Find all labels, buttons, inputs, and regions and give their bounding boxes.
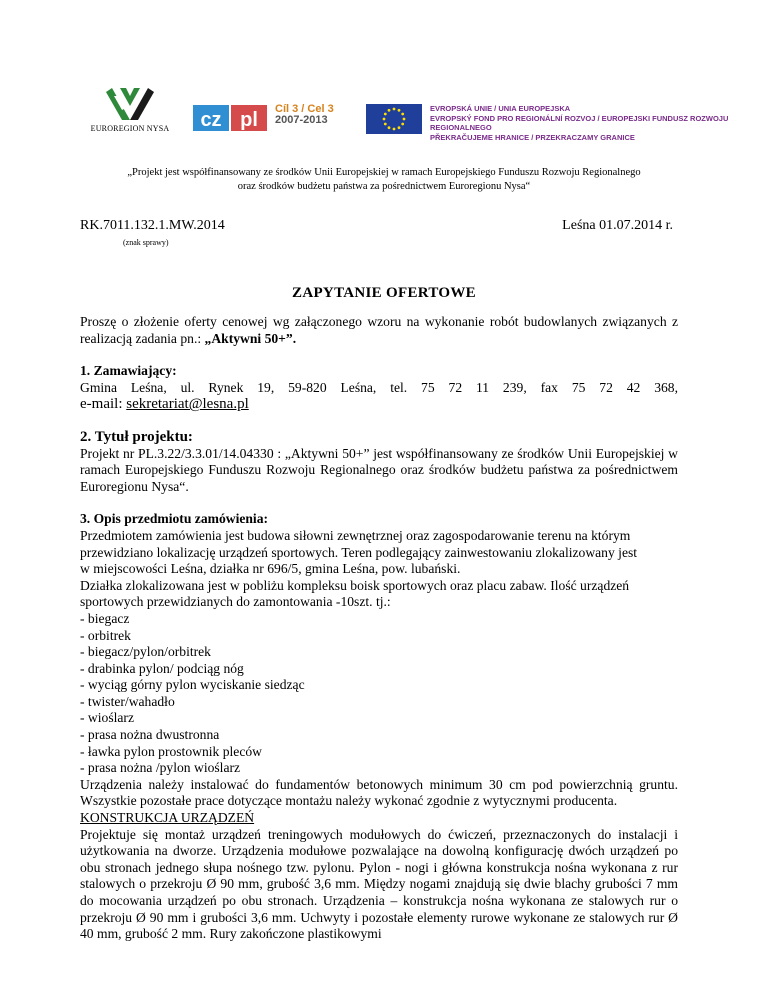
funding-disclaimer	[60, 166, 708, 194]
euroregion-emblem-icon	[100, 86, 160, 122]
list-item: - prasa nożna dwustronna	[80, 727, 220, 743]
section3-line5: sportowych przewidzianych do zamontowania -10szt. tj.:	[80, 594, 391, 610]
list-item: - ławka pylon prostownik pleców	[80, 743, 262, 759]
cil-line1: Cíl 3 / Cel 3	[275, 103, 334, 115]
section2-heading: 2. Tytuł projektu:	[80, 428, 193, 445]
section3-heading: 3. Opis przedmiotu zamówienia:	[80, 511, 269, 527]
cz-pl-logo	[193, 103, 269, 138]
document-title: ZAPYTANIE OFERTOWE	[292, 285, 476, 301]
section1-email-line	[80, 396, 678, 413]
document-body	[80, 314, 678, 943]
section1-heading: 1. Zamawiający:	[80, 363, 177, 379]
svg-text:pl: pl	[240, 109, 258, 131]
cil-line2: 2007-2013	[275, 114, 328, 126]
email-link[interactable]: sekretariat@lesna.pl	[126, 396, 249, 413]
eu-flag-logo	[366, 104, 422, 134]
eu-stars-icon	[366, 104, 422, 134]
intro-paragraph	[80, 314, 678, 347]
list-item: - wyciąg górny pylon wyciskanie siedząc	[80, 677, 305, 693]
document-date: Leśna 01.07.2014 r.	[562, 218, 673, 233]
cil-cel-logo	[275, 104, 334, 126]
euroregion-nysa-logo	[80, 86, 180, 136]
construction-heading: KONSTRUKCJA URZĄDZEŃ	[80, 810, 255, 826]
construction-paragraph: Projektuje się montaż urządzeń treningowych modułowych do ćwiczeń, przeznaczonych do instalacji i użytkowania na dworze. Urządzenia modułowe pozwalające na dowolną konfigurację dwóch urządzeń po obu stronach jednego słupa nośnego tzw. pylonu. Pylon - nogi i główna konstrukcja nośna wykonana z rur stalowych o przekroju Ø 90 mm, grubość 3,6 mm. Między nogami znajdują się dwie blachy grubości 7 mm do mocowania urządzeń po obu stronach. Urządzenia – konstrukcja nośna wykonana ze stalowych rur o przekroju Ø 90 mm i grubości 3,6 mm. Uchwyty i pozostałe elementy rurowe wykonane ze stalowych rur Ø 40 mm, grubość 2 mm. Rury zakończone plastikowymi	[80, 826, 678, 942]
section2-text: Projekt nr PL.3.22/3.3.01/14.04330 : „Aktywni 50+” jest współfinansowany ze środków Unii Europejskiej w ramach Europejskiego Funduszu Rozwoju Regionalnego oraz środków budżetu państwa za pośrednictwem Euroregionu Nysa“.	[80, 445, 678, 494]
eu-fund-text	[430, 104, 768, 142]
section1-address: Gmina Leśna, ul. Rynek 19, 59-820 Leśna, tel. 75 72 11 239, fax 75 72 42 368,	[80, 379, 678, 395]
install-paragraph: Urządzenia należy instalować do fundamentów betonowych minimum 30 cm pod powierzchnią gruntu. Wszystkie pozostałe prace dotyczące montażu należy wykonać zgodnie z wytycznymi producenta.	[80, 776, 678, 809]
eu-line1: EVROPSKÁ UNIE / UNIA EUROPEJSKA	[430, 104, 571, 113]
disclaimer-line2: oraz środków budżetu państwa za pośrednictwem Euroregionu Nysa“	[237, 181, 531, 192]
list-item: - biegacz/pylon/orbitrek	[80, 644, 211, 660]
intro-text: Proszę o złożenie oferty cenowej wg załączonego wzoru na wykonanie robót budowlanych związanych z realizacją zadania pn.:	[80, 314, 678, 346]
section3-line1: Przedmiotem zamówienia jest budowa siłowni zewnętrznej oraz zagospodarowanie terenu na którym	[80, 527, 631, 543]
reference-caption: (znak sprawy)	[123, 238, 169, 247]
reference-number: RK.7011.132.1.MW.2014	[80, 218, 225, 233]
eu-line3: PŘEKRAČUJEME HRANICE / PRZEKRACZAMY GRANICE	[430, 132, 635, 142]
eu-line2: EVROPSKÝ FOND PRO REGIONÁLNÍ ROZVOJ / EUROPEJSKI FUNDUSZ ROZWOJU REGIONALNEGO	[430, 113, 729, 132]
intro-bold: „Aktywni 50+”.	[204, 330, 297, 346]
list-item: - twister/wahadło	[80, 693, 175, 709]
disclaimer-line1: „Projekt jest współfinansowany ze środków Unii Europejskiej w ramach Europejskiego Funduszu Rozwoju Regionalnego	[127, 167, 641, 178]
section3-line2: przewidziano lokalizację urządzeń sportowych. Teren podlegający zainwestowaniu zlokalizowany jest	[80, 544, 638, 560]
svg-text:cz: cz	[200, 109, 222, 131]
euroregion-caption: EUROREGION NYSA	[90, 124, 170, 133]
cz-pl-emblem-icon	[193, 103, 269, 133]
section3-line3: w miejscowości Leśna, działka nr 696/5, gmina Leśna, pow. lubański.	[80, 561, 461, 577]
email-label: e-mail:	[80, 396, 127, 413]
list-item: - drabinka pylon/ podciąg nóg	[80, 660, 244, 676]
list-item: - biegacz	[80, 610, 130, 626]
section3-line4: Działka zlokalizowana jest w pobliżu kompleksu boisk sportowych oraz placu zabaw. Ilość urządzeń	[80, 577, 630, 593]
list-item: - orbitrek	[80, 627, 131, 643]
list-item: - wioślarz	[80, 710, 134, 726]
list-item: - prasa nożna /pylon wioślarz	[80, 760, 241, 776]
